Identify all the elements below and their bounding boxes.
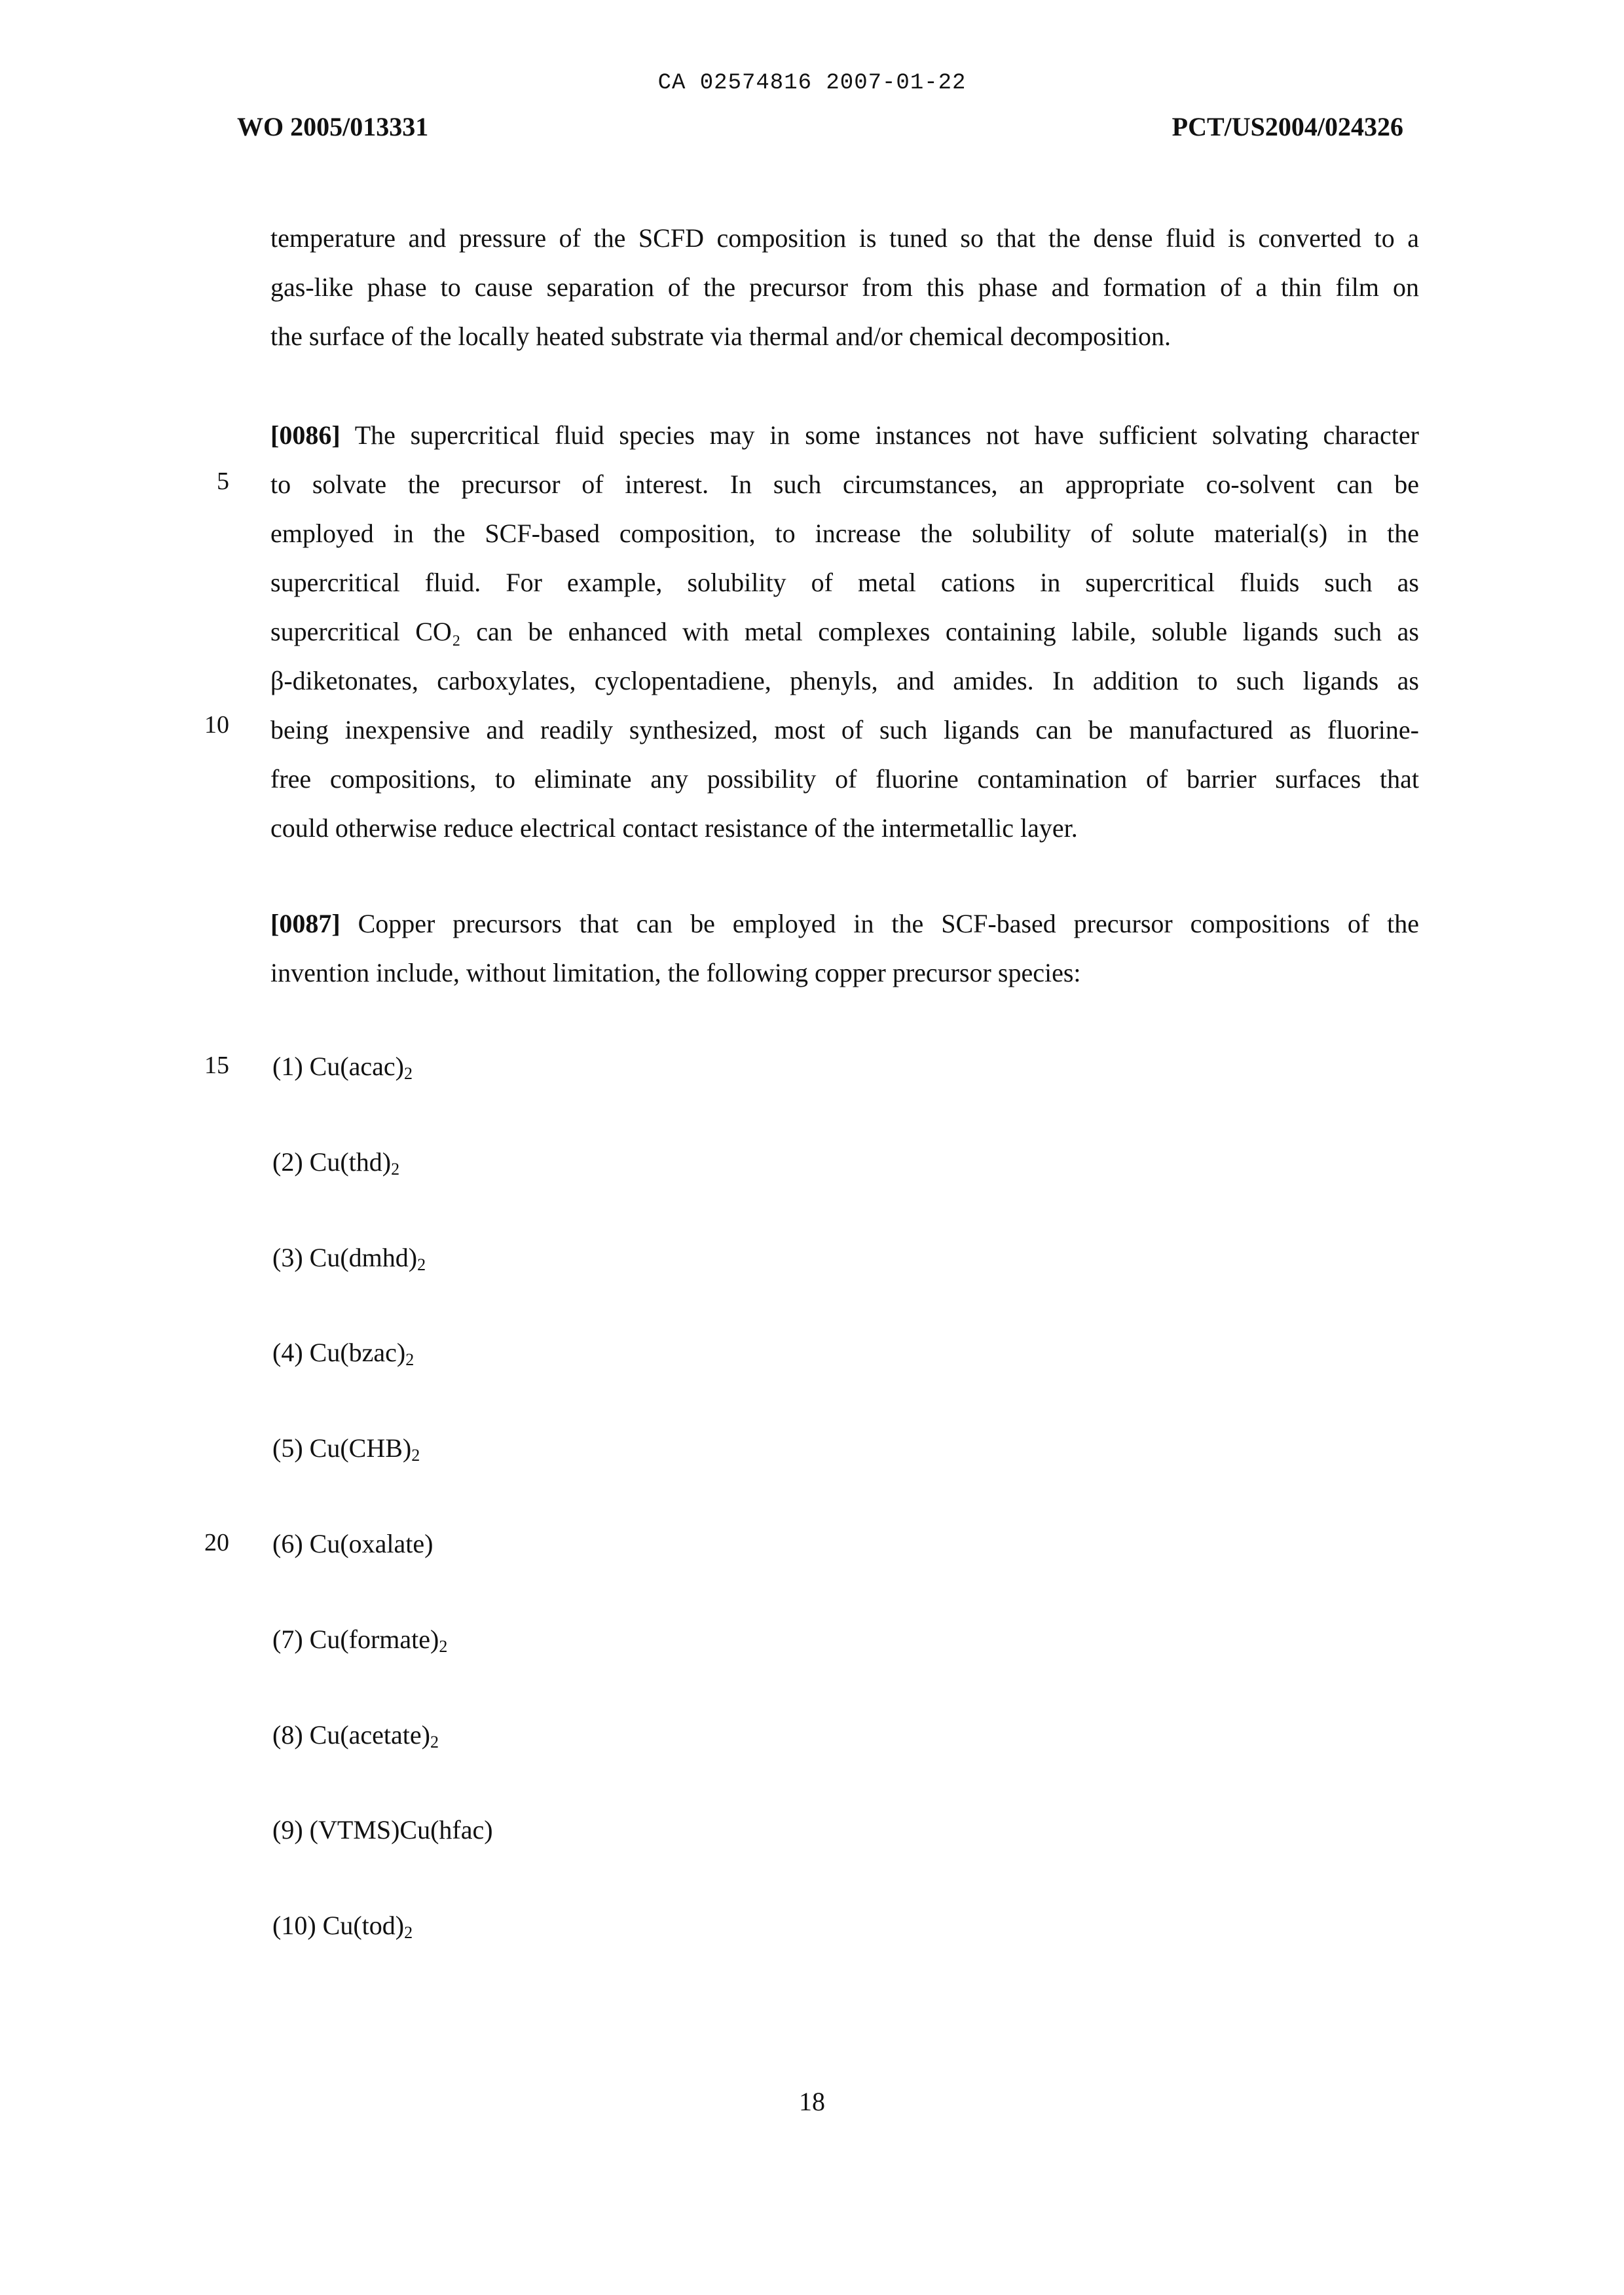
page-number: 18 [799,2087,825,2116]
text-line: temperature and pressure of the SCFD composition is tuned so that the dense fluid is converted to a [270,223,1419,253]
paragraph-0086 [270,411,1419,853]
precursor-item: (4) $Cu(bzac)_2$ [272,1338,415,1369]
paragraph-number: [0087] [270,909,341,938]
precursor-item: (3) $Cu(dmhd)_2$ [272,1243,426,1274]
margin-line-number: 15 [204,1052,229,1079]
text-line: β-diketonates, carboxylates, cyclopentadiene, phenyls, and amides. In addition to such ligands as [270,666,1419,695]
paragraph-number: [0086] [270,420,341,450]
paragraph-0087 [270,899,1419,997]
precursor-item: (5) $Cu(CHB)_2$ [272,1433,420,1465]
application-number: PCT/US2004/024326 [1172,112,1403,141]
text-line: to solvate the precursor of interest. In such circumstances, an appropriate co-solvent can be [270,469,1419,499]
text-line: being inexpensive and readily synthesized, most of such ligands can be manufactured as fluorine- [270,715,1419,744]
text-line: free compositions, to eliminate any possibility of fluorine contamination of barrier surfaces that [270,764,1419,794]
precursor-item: (1) $Cu(acac)_2$ [272,1052,413,1083]
paragraph-first-line: The supercritical fluid species may in some instances not have sufficient solvating character [354,420,1419,450]
margin-line-number: 20 [204,1529,229,1556]
text-line: gas-like phase to cause separation of the precursor from this phase and formation of a thin film on [270,272,1419,302]
text-line [270,411,1419,460]
precursor-item: (8) $Cu(acetate)_2$ [272,1720,439,1752]
publication-number: WO 2005/013331 [237,112,429,141]
text-line: invention include, without limitation, the following copper precursor species: [270,958,1081,987]
precursor-item: (10) $Cu(tod)_2$ [272,1911,413,1942]
precursor-item: (6) Cu(oxalate) [272,1529,434,1558]
margin-line-number: 5 [217,468,229,495]
text-line: supercritical fluid. For example, solubility of metal cations in supercritical fluids such as [270,568,1419,597]
text-line: employed in the SCF-based composition, to increase the solubility of solute material(s) in the [270,519,1419,548]
filing-stamp: CA 02574816 2007-01-22 [657,71,967,96]
margin-line-number: 10 [204,711,229,739]
text-line: the surface of the locally heated substrate via thermal and/or chemical decomposition. [270,321,1172,351]
paragraph-continued [270,213,1419,361]
paragraph-first-line: Copper precursors that can be employed in the SCF-based precursor compositions of the [358,909,1419,938]
text-line: could otherwise reduce electrical contact resistance of the intermetallic layer. [270,813,1078,843]
text-line: supercritical CO₂ can be enhanced with metal complexes containing labile, soluble ligands such as [270,617,1419,646]
text-line [270,899,1419,948]
precursor-item: (7) $Cu(formate)_2$ [272,1625,448,1656]
precursor-item: (9) (VTMS)Cu(hfac) [272,1815,493,1845]
precursor-item: (2) $Cu(thd)_2$ [272,1147,400,1179]
